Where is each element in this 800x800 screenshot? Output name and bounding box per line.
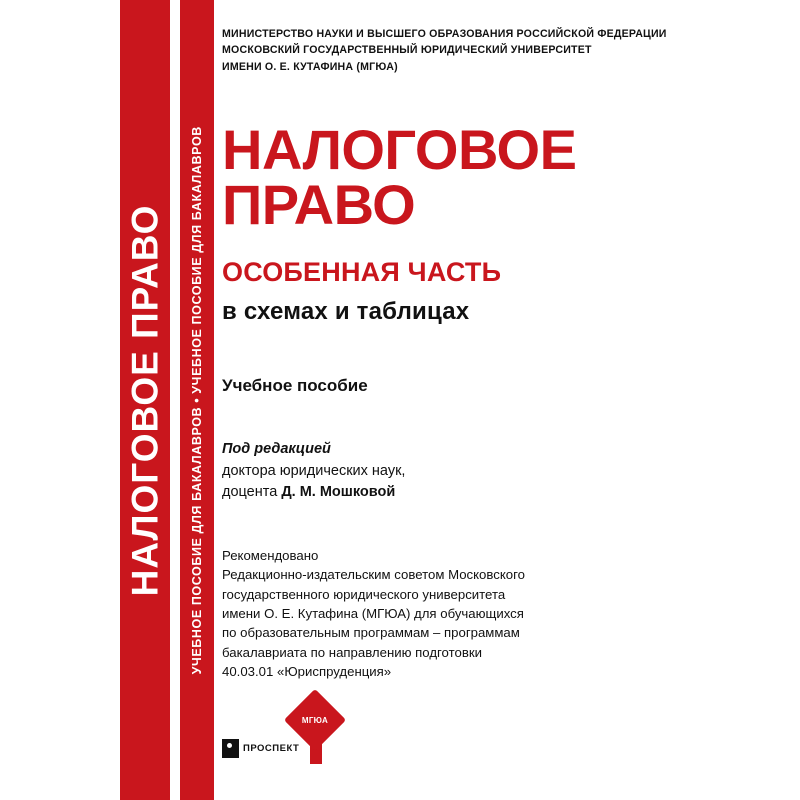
subtitle-part: ОСОБЕННАЯ ЧАСТЬ xyxy=(222,256,502,287)
editor-name: Д. М. Мошковой xyxy=(281,484,396,501)
publisher-line-3: ИМЕНИ О. Е. КУТАФИНА (МГЮА) xyxy=(222,60,398,73)
editor-block xyxy=(222,439,770,504)
publisher-line-1: МИНИСТЕРСТВО НАУКИ И ВЫСШЕГО ОБРАЗОВАНИЯ РОССИЙСКОЙ ФЕДЕРАЦИИ xyxy=(222,28,667,40)
prospekt-logo-label: ПРОСПЕКТ xyxy=(243,743,300,754)
mgua-logo-label: МГЮА xyxy=(301,715,329,725)
editor-rank-line xyxy=(222,482,770,504)
recommendation-line-5: по образовательным программам – программам xyxy=(222,625,520,641)
prospekt-mark-icon xyxy=(222,739,239,758)
subtitle-format: в схемах и таблицах xyxy=(222,297,470,325)
spine-subtitle-text: УЧЕБНОЕ ПОСОБИЕ ДЛЯ БАКАЛАВРОВ • УЧЕБНОЕ ПОСОБИЕ ДЛЯ БАКАЛАВРОВ xyxy=(189,125,204,675)
logo-row xyxy=(222,694,800,764)
recommendation-line-6: бакалавриата по направлению подготовки xyxy=(222,644,482,660)
spine-title-text: НАЛОГОВОЕ ПРАВО xyxy=(124,204,166,596)
editor-rank: доцента xyxy=(222,484,282,501)
recommendation-line-3: государственного юридического университета xyxy=(222,586,506,602)
editor-degree: доктора юридических наук, xyxy=(222,462,406,479)
cover-content xyxy=(222,0,800,800)
page-title-line-1: НАЛОГОВОЕ xyxy=(222,118,577,182)
spine-title xyxy=(120,0,170,800)
recommendation-line-2: Редакционно-издательским советом Московского xyxy=(222,567,525,583)
mgua-logo xyxy=(285,698,345,764)
spine-subtitle xyxy=(180,0,214,800)
publisher-block xyxy=(222,26,770,75)
recommendation-line-7: 40.03.01 «Юриспруденция» xyxy=(222,663,392,679)
page-title-line-2: ПРАВО xyxy=(222,173,416,237)
editor-label: Под редакцией xyxy=(222,440,331,457)
spine-divider xyxy=(170,0,180,800)
publisher-line-2: МОСКОВСКИЙ ГОСУДАРСТВЕННЫЙ ЮРИДИЧЕСКИЙ УНИВЕРСИТЕТ xyxy=(222,44,592,57)
recommendation-line-1: Рекомендовано xyxy=(222,548,319,564)
page-title xyxy=(222,118,770,237)
publication-kind: Учебное пособие xyxy=(222,375,368,395)
recommendation-block xyxy=(222,546,770,681)
recommendation-line-4: имени О. Е. Кутафина (МГЮА) для обучающихся xyxy=(222,606,524,622)
